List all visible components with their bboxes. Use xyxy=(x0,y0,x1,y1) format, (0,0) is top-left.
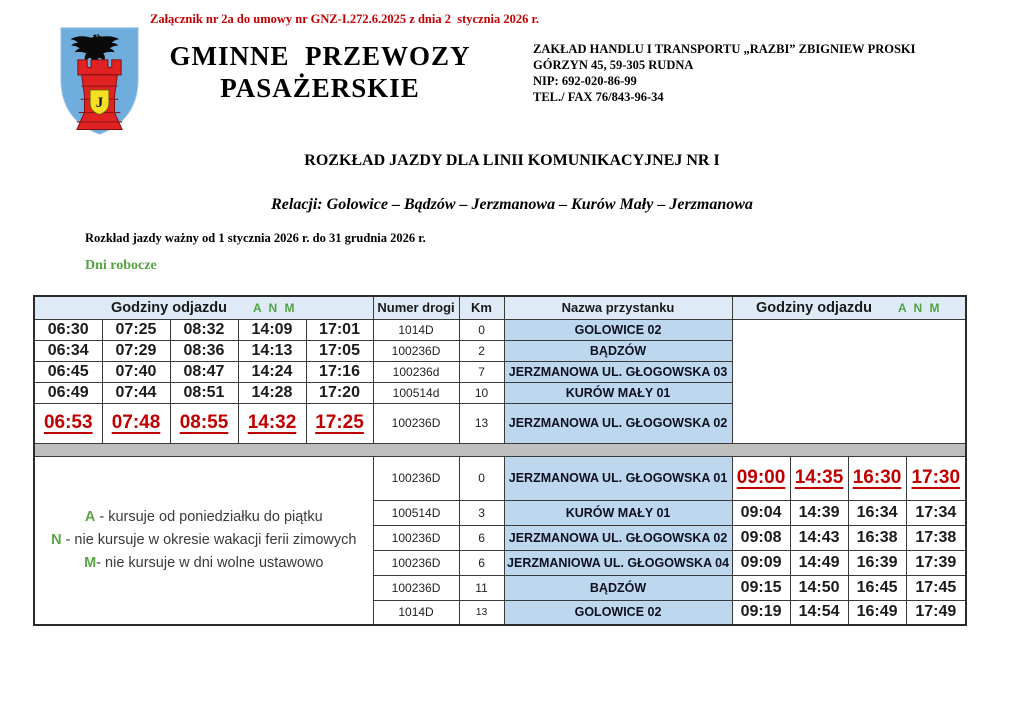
departure-time: 14:54 xyxy=(790,600,848,625)
departure-time: 17:20 xyxy=(306,382,373,403)
departure-time: 17:05 xyxy=(306,340,373,361)
departure-time-highlighted: 14:32 xyxy=(238,403,306,443)
departure-time: 09:08 xyxy=(732,525,790,550)
company-address: GÓRZYN 45, 59-305 RUDNA xyxy=(533,58,694,72)
departure-time: 16:38 xyxy=(848,525,906,550)
header-road-number: Numer drogi xyxy=(373,296,459,319)
road-number: 100514D xyxy=(373,500,459,525)
departure-time: 17:34 xyxy=(906,500,966,525)
departure-time: 17:16 xyxy=(306,361,373,382)
table-row xyxy=(34,319,966,340)
departure-time: 06:45 xyxy=(34,361,102,382)
departure-time-highlighted: 08:55 xyxy=(170,403,238,443)
stop-name: KURÓW MAŁY 01 xyxy=(504,500,732,525)
km-value: 3 xyxy=(459,500,504,525)
departure-time: 08:51 xyxy=(170,382,238,403)
legend-text: - kursuje od poniedziałku do piątku xyxy=(95,508,323,525)
departure-time: 09:19 xyxy=(732,600,790,625)
km-value: 13 xyxy=(459,403,504,443)
departure-time: 16:34 xyxy=(848,500,906,525)
stop-name: JERZMANOWA UL. GŁOGOWSKA 02 xyxy=(504,525,732,550)
road-number: 100236D xyxy=(373,403,459,443)
stop-name: KURÓW MAŁY 01 xyxy=(504,382,732,403)
departure-time: 16:45 xyxy=(848,575,906,600)
stop-name: GOLOWICE 02 xyxy=(504,319,732,340)
departure-time: 17:49 xyxy=(906,600,966,625)
legend-symbol-a: A xyxy=(84,508,96,525)
km-value: 11 xyxy=(459,575,504,600)
departure-time: 17:01 xyxy=(306,319,373,340)
departure-time: 14:13 xyxy=(238,340,306,361)
departure-time: 06:49 xyxy=(34,382,102,403)
departure-time: 08:32 xyxy=(170,319,238,340)
departure-time-highlighted: 16:30 xyxy=(848,456,906,500)
departure-time: 06:34 xyxy=(34,340,102,361)
departure-time: 14:39 xyxy=(790,500,848,525)
stop-name: JERZMANIOWA UL. GŁOGOWSKA 04 xyxy=(504,550,732,575)
section-separator xyxy=(34,443,966,456)
departure-time: 14:09 xyxy=(238,319,306,340)
table-row-highlighted xyxy=(34,456,966,500)
stop-name: JERZMANOWA UL. GŁOGOWSKA 03 xyxy=(504,361,732,382)
stop-name: BĄDZÓW xyxy=(504,340,732,361)
company-nip: NIP: 692-020-86-99 xyxy=(533,74,637,88)
stop-name: JERZMANOWA UL. GŁOGOWSKA 01 xyxy=(504,456,732,500)
road-number: 100236D xyxy=(373,550,459,575)
departure-time: 07:44 xyxy=(102,382,170,403)
departure-time: 16:49 xyxy=(848,600,906,625)
legend-item xyxy=(35,529,373,552)
timetable-table xyxy=(33,295,967,626)
company-phone: TEL./ FAX 76/843-96-34 xyxy=(533,90,664,104)
route-relation: Relacji: Golowice – Bądzów – Jerzmanowa – Kurów Mały – Jerzmanowa xyxy=(271,196,753,213)
header-departures-right-label: Godziny odjazdu xyxy=(756,299,872,316)
stop-name: JERZMANOWA UL. GŁOGOWSKA 02 xyxy=(504,403,732,443)
road-number: 1014D xyxy=(373,319,459,340)
departure-time: 07:40 xyxy=(102,361,170,382)
coat-of-arms xyxy=(57,24,142,137)
departure-time-highlighted: 09:00 xyxy=(732,456,790,500)
departure-time: 07:25 xyxy=(102,319,170,340)
header-departures-left xyxy=(34,296,373,319)
departure-time: 14:43 xyxy=(790,525,848,550)
organization-title-line1: GMINNE PRZEWOZY xyxy=(169,41,471,71)
departure-time-highlighted: 17:25 xyxy=(306,403,373,443)
header-departures-right xyxy=(732,296,966,319)
day-type-label: Dni robocze xyxy=(85,258,157,273)
table-header-row xyxy=(34,296,966,319)
departure-time: 07:29 xyxy=(102,340,170,361)
km-value: 7 xyxy=(459,361,504,382)
km-value: 0 xyxy=(459,319,504,340)
departure-time: 09:04 xyxy=(732,500,790,525)
legend-symbol-n: N xyxy=(51,531,62,548)
departure-time: 08:47 xyxy=(170,361,238,382)
legend-item xyxy=(35,506,373,529)
departure-time: 14:49 xyxy=(790,550,848,575)
departure-time-highlighted: 07:48 xyxy=(102,403,170,443)
header-departures-left-label: Godziny odjazdu xyxy=(110,299,227,316)
company-name: ZAKŁAD HANDLU I TRANSPORTU „RAZBI” ZBIGNIEW PROSKI xyxy=(533,42,916,56)
header-flags-right: A N M xyxy=(898,300,942,315)
organization-title xyxy=(145,40,495,104)
organization-title-line2: PASAŻERSKIE xyxy=(220,73,420,103)
departure-time: 17:39 xyxy=(906,550,966,575)
header-km: Km xyxy=(459,296,504,319)
departure-time: 06:30 xyxy=(34,319,102,340)
km-value: 10 xyxy=(459,382,504,403)
separator-band xyxy=(34,443,966,456)
legend-text: - nie kursuje w okresie wakacji ferii zimowych xyxy=(61,531,357,548)
empty-departures-area xyxy=(732,319,966,443)
header-flags-left: A N M xyxy=(252,300,297,315)
departure-time: 14:28 xyxy=(238,382,306,403)
road-number: 100236d xyxy=(373,361,459,382)
stop-name: GOLOWICE 02 xyxy=(504,600,732,625)
header-stop-name: Nazwa przystanku xyxy=(504,296,732,319)
km-value: 13 xyxy=(459,600,504,625)
stop-name: BĄDZÓW xyxy=(504,575,732,600)
departure-time-highlighted: 06:53 xyxy=(34,403,102,443)
legend-text: - nie kursuje w dni wolne ustawowo xyxy=(96,554,324,571)
crest-letter: J xyxy=(95,94,104,111)
km-value: 2 xyxy=(459,340,504,361)
validity-note: Rozkład jazdy ważny od 1 stycznia 2026 r. do 31 grudnia 2026 r. xyxy=(85,231,426,245)
departure-time: 14:50 xyxy=(790,575,848,600)
km-value: 6 xyxy=(459,550,504,575)
company-info xyxy=(533,41,916,105)
road-number: 100236D xyxy=(373,456,459,500)
road-number: 100514d xyxy=(373,382,459,403)
departure-time: 14:24 xyxy=(238,361,306,382)
departure-time-highlighted: 14:35 xyxy=(790,456,848,500)
km-value: 6 xyxy=(459,525,504,550)
road-number: 1014D xyxy=(373,600,459,625)
departure-time: 08:36 xyxy=(170,340,238,361)
km-value: 0 xyxy=(459,456,504,500)
departure-time: 16:39 xyxy=(848,550,906,575)
road-number: 100236D xyxy=(373,575,459,600)
legend-item xyxy=(35,552,373,575)
departure-time: 09:15 xyxy=(732,575,790,600)
departure-time-highlighted: 17:30 xyxy=(906,456,966,500)
legend-area xyxy=(34,456,373,625)
road-number: 100236D xyxy=(373,340,459,361)
legend-symbol-m: M xyxy=(84,554,97,571)
departure-time: 17:45 xyxy=(906,575,966,600)
road-number: 100236D xyxy=(373,525,459,550)
departure-time: 09:09 xyxy=(732,550,790,575)
page-title: ROZKŁAD JAZDY DLA LINII KOMUNIKACYJNEJ NR I xyxy=(304,152,720,169)
attachment-note: Załącznik nr 2a do umowy nr GNZ-I.272.6.2025 z dnia 2 stycznia 2026 r. xyxy=(150,12,540,26)
departure-time: 17:38 xyxy=(906,525,966,550)
